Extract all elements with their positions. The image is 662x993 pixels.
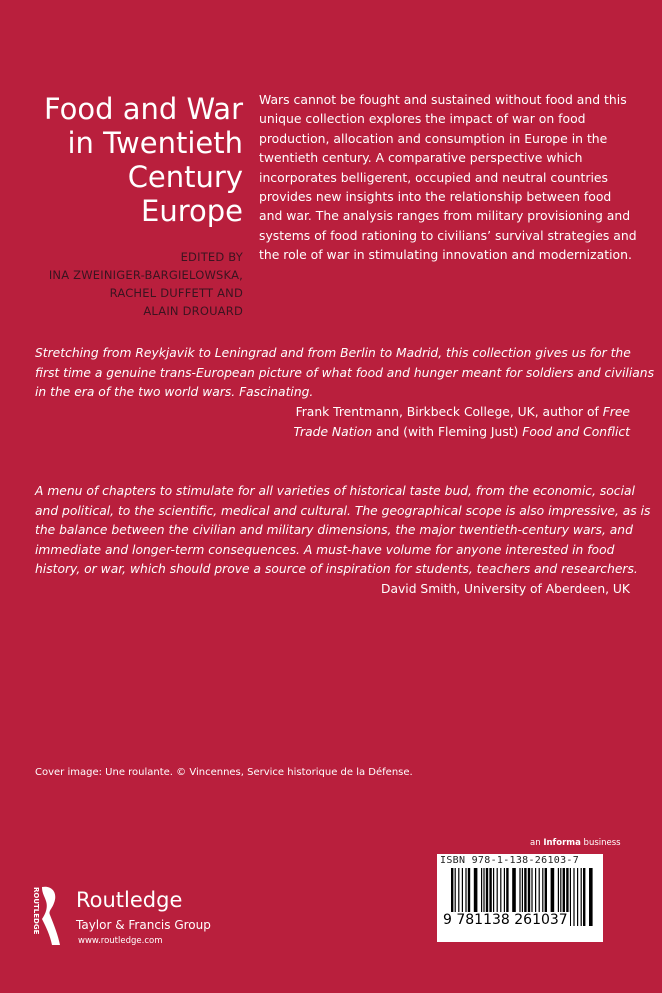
barcode-bar (589, 868, 593, 926)
barcode-bar (573, 868, 574, 926)
book-title-ref: Free (602, 405, 630, 419)
editors-line: EDITED BY (180, 250, 243, 264)
quote-line: immediate and longer-term consequences. A must-have volume for anyone interested in food (35, 542, 615, 557)
quote-line: history, or war, which should prove a source of inspiration for students, teachers and researchers. (35, 562, 638, 577)
tagline-text: an (530, 838, 544, 848)
quote-line: A menu of chapters to stimulate for all varieties of historical taste bud, from the economic, social (35, 484, 635, 498)
barcode-bar (583, 868, 585, 926)
barcode-bar (577, 868, 578, 926)
blurb-line: production, allocation and consumption in Europe in the (259, 130, 608, 146)
tagline-text: business (580, 838, 621, 848)
blurb-line: provides new insights into the relationship between food (259, 189, 612, 205)
editors (10, 248, 243, 320)
review-quote-2 (35, 482, 650, 580)
title-line: Century (127, 160, 243, 194)
editors-line: INA ZWEINIGER-BARGIELOWSKA, (48, 268, 243, 282)
blurb-line: the role of war in stimulating innovation and modernization. (259, 247, 632, 263)
review-attribution-2: David Smith, University of Aberdeen, UK (381, 582, 630, 596)
quote-line: and political, to the scientific, medical and cultural. The geographical scope is also impressive, as is (35, 503, 651, 518)
quote-line: in the era of the two world wars. Fascinating. (35, 385, 314, 400)
publisher-url[interactable]: www.routledge.com (78, 936, 163, 946)
quote-line: Stretching from Reykjavik to Leningrad and from Berlin to Madrid, this collection gives us for the (35, 346, 631, 360)
cover-credit: Cover image: Une roulante. © Vincennes, Service historique de la Défense. (35, 767, 413, 778)
svg-text:ROUTLEDGE: ROUTLEDGE (32, 887, 40, 935)
blurb-line: systems of food rationing to civilians’ survival strategies and (259, 227, 637, 243)
book-title-ref: Food and Conflict (522, 424, 630, 439)
routledge-logo-icon (28, 885, 68, 947)
attribution-text: and (with Fleming Just) (372, 424, 523, 439)
review-attribution-1 (293, 403, 630, 442)
publisher-group: Taylor & Francis Group (76, 918, 211, 932)
title-line: Food and War (43, 92, 243, 126)
title-line: in Twentieth (67, 126, 243, 160)
isbn-text: ISBN 978-1-138-26103-7 (440, 855, 580, 866)
barcode-digits-text: 9 781138 261037 (443, 912, 568, 928)
quote-line: first time a genuine trans-European picture of what food and hunger meant for soldiers and civilians (35, 365, 654, 380)
book-title-ref: Trade Nation (293, 424, 373, 439)
title-line: Europe (141, 194, 243, 228)
isbn-barcode (437, 854, 603, 942)
publisher-name: Routledge (76, 888, 183, 912)
editors-line: RACHEL DUFFETT AND (109, 286, 243, 300)
quote-line: the balance between the civilian and military dimensions, the major twentieth-century wars, and (35, 523, 633, 538)
blurb-line: twentieth century. A comparative perspective which (259, 150, 583, 166)
informa-tagline (530, 838, 621, 848)
book-title (20, 92, 243, 228)
review-quote-1 (35, 344, 654, 403)
blurb-line: incorporates belligerent, occupied and neutral countries (259, 169, 609, 185)
barcode-bar (570, 868, 571, 926)
informa-brand: Informa (543, 838, 581, 848)
barcode-bar (581, 868, 582, 926)
blurb-line: Wars cannot be fought and sustained without food and this (259, 92, 627, 107)
editors-line: ALAIN DROUARD (143, 304, 243, 318)
blurb-line: unique collection explores the impact of war on food (259, 111, 586, 127)
blurb (259, 90, 637, 265)
blurb-line: and war. The analysis ranges from military provisioning and (259, 208, 631, 224)
barcode-digits (441, 912, 570, 928)
attribution-text: Frank Trentmann, Birkbeck College, UK, author of (295, 405, 603, 419)
